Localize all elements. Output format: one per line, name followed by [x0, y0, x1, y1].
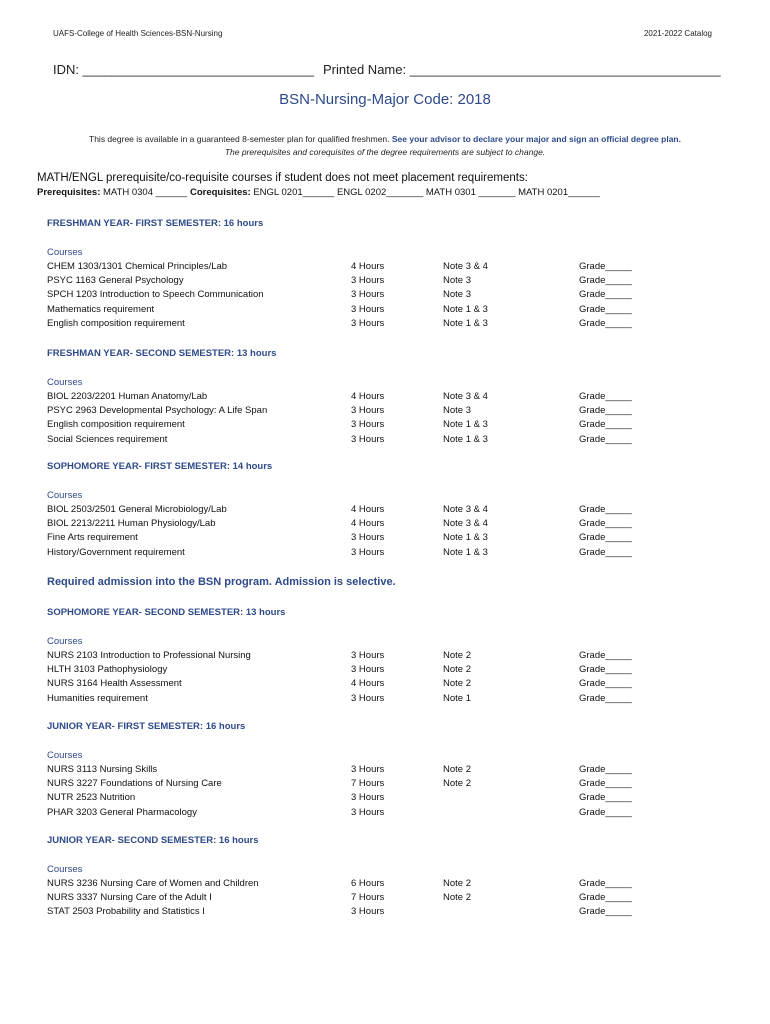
courses-label: Courses: [47, 377, 83, 388]
course-grade: Grade_____: [579, 433, 632, 445]
course-note: Note 3 & 4: [443, 518, 488, 530]
course-row: [0, 275, 770, 289]
prereq-label: Prerequisites:: [37, 187, 101, 198]
course-hours: 3 Hours: [351, 692, 385, 704]
courses-label: Courses: [47, 490, 83, 501]
course-row: [0, 405, 770, 419]
course-hours: 3 Hours: [351, 303, 385, 315]
course-row: [0, 764, 770, 778]
course-note: Note 2: [443, 678, 471, 690]
coreq-value: ENGL 0201______ ENGL 0202_______ MATH 0301 _______ MATH 0201______: [250, 187, 600, 198]
course-note: Note 3 & 4: [443, 504, 488, 515]
course-row: [0, 391, 770, 405]
course-note: Note 1: [443, 692, 471, 704]
printed-name-field: Printed Name: ___________________________________________: [323, 62, 721, 77]
intro-line-1: [0, 134, 770, 144]
course-note: Note 3 & 4: [443, 261, 488, 272]
course-row: [0, 878, 770, 892]
course-row: [0, 547, 770, 561]
course-note: Note 1 & 3: [443, 317, 488, 329]
course-name: NURS 3113 Nursing Skills: [47, 764, 158, 775]
course-grade: Grade_____: [579, 532, 632, 544]
course-grade: Grade_____: [579, 261, 632, 272]
course-name: NURS 3236 Nursing Care of Women and Children: [47, 878, 259, 889]
course-grade: Grade_____: [579, 275, 632, 287]
prereq-line: [37, 187, 600, 198]
course-name: STAT 2503 Probability and Statistics I: [47, 906, 205, 918]
course-grade: Grade_____: [579, 317, 632, 329]
course-hours: 3 Hours: [351, 792, 385, 804]
course-name: HLTH 3103 Pathophysiology: [47, 664, 168, 676]
course-row: [0, 892, 770, 906]
course-hours: 4 Hours: [351, 261, 385, 272]
course-row: [0, 906, 770, 920]
courses-label: Courses: [47, 864, 83, 875]
course-grade: Grade_____: [579, 518, 632, 530]
header-catalog-year: 2021-2022 Catalog: [643, 29, 712, 38]
course-grade: Grade_____: [579, 664, 632, 676]
course-hours: 7 Hours: [351, 778, 385, 790]
course-hours: 3 Hours: [351, 906, 385, 918]
course-grade: Grade_____: [579, 678, 632, 690]
course-name: NURS 3227 Foundations of Nursing Care: [47, 778, 222, 790]
course-row: [0, 792, 770, 806]
course-hours: 7 Hours: [351, 892, 385, 904]
course-grade: Grade_____: [579, 692, 632, 704]
course-grade: Grade_____: [579, 650, 632, 661]
course-name: History/Government requirement: [47, 546, 185, 558]
course-name: CHEM 1303/1301 Chemical Principles/Lab: [47, 261, 228, 272]
course-name: PHAR 3203 General Pharmacology: [47, 806, 197, 818]
course-hours: 3 Hours: [351, 764, 385, 775]
course-name: English composition requirement: [47, 419, 185, 431]
page-title: BSN-Nursing-Major Code: 2018: [279, 91, 491, 108]
course-name: BIOL 2213/2211 Human Physiology/Lab: [47, 518, 216, 530]
course-grade: Grade_____: [579, 764, 632, 775]
course-row: [0, 504, 770, 518]
course-note: Note 2: [443, 650, 471, 661]
course-note: Note 2: [443, 892, 471, 904]
course-grade: Grade_____: [579, 878, 632, 889]
course-name: SPCH 1203 Introduction to Speech Communication: [47, 289, 264, 301]
intro-line-2: The prerequisites and corequisites of the degree requirements are subject to change.: [224, 147, 546, 157]
course-hours: 3 Hours: [351, 275, 385, 287]
admission-note: Required admission into the BSN program. Admission is selective.: [47, 576, 396, 588]
course-row: [0, 419, 770, 433]
course-grade: Grade_____: [579, 391, 632, 402]
courses-label: Courses: [47, 636, 83, 647]
course-hours: 3 Hours: [351, 317, 385, 329]
course-row: [0, 434, 770, 448]
idn-field: IDN: ________________________________: [53, 62, 314, 77]
course-hours: 3 Hours: [351, 405, 385, 417]
course-row: [0, 304, 770, 318]
course-grade: Grade_____: [579, 778, 632, 790]
course-note: Note 1 & 3: [443, 546, 488, 558]
course-note: Note 1 & 3: [443, 419, 488, 431]
courses-label: Courses: [47, 247, 83, 258]
course-row: [0, 664, 770, 678]
course-grade: Grade_____: [579, 546, 632, 558]
course-grade: Grade_____: [579, 303, 632, 315]
course-grade: Grade_____: [579, 892, 632, 904]
course-grade: Grade_____: [579, 289, 632, 301]
course-hours: 6 Hours: [351, 878, 385, 889]
course-row: [0, 532, 770, 546]
math-engl-heading: MATH/ENGL prerequisite/co-requisite courses if student does not meet placement requirements:: [37, 172, 528, 184]
course-row: [0, 261, 770, 275]
semester-heading: JUNIOR YEAR- SECOND SEMESTER: 16 hours: [47, 835, 259, 846]
course-name: NURS 3337 Nursing Care of the Adult I: [47, 892, 212, 904]
course-row: [0, 693, 770, 707]
course-name: English composition requirement: [47, 317, 185, 329]
semester-heading: SOPHOMORE YEAR- FIRST SEMESTER: 14 hours: [47, 461, 273, 472]
course-row: [0, 678, 770, 692]
course-note: Note 2: [443, 664, 471, 676]
course-note: Note 2: [443, 778, 471, 790]
course-row: [0, 518, 770, 532]
course-hours: 3 Hours: [351, 289, 385, 301]
course-name: PSYC 1163 General Psychology: [47, 275, 184, 287]
course-row: [0, 289, 770, 303]
course-hours: 3 Hours: [351, 433, 385, 445]
course-hours: 4 Hours: [351, 518, 385, 530]
course-grade: Grade_____: [579, 419, 632, 431]
course-name: Humanities requirement: [47, 692, 148, 704]
course-name: BIOL 2203/2201 Human Anatomy/Lab: [47, 391, 208, 402]
course-grade: Grade_____: [579, 504, 632, 515]
course-hours: 4 Hours: [351, 391, 385, 402]
intro-advisor-text: See your advisor to declare your major and sign an official degree plan.: [391, 134, 681, 144]
course-row: [0, 318, 770, 332]
intro-plain-text: This degree is available in a guaranteed 8-semester plan for qualified freshmen.: [89, 134, 392, 144]
course-name: NURS 3164 Health Assessment: [47, 678, 182, 690]
course-hours: 4 Hours: [351, 678, 385, 690]
semester-heading: SOPHOMORE YEAR- SECOND SEMESTER: 13 hours: [47, 607, 286, 618]
course-name: PSYC 2963 Developmental Psychology: A Life Span: [47, 405, 268, 417]
semester-heading: JUNIOR YEAR- FIRST SEMESTER: 16 hours: [47, 721, 246, 732]
course-hours: 4 Hours: [351, 504, 385, 515]
course-note: Note 1 & 3: [443, 303, 488, 315]
course-name: Fine Arts requirement: [47, 532, 138, 544]
course-note: Note 1 & 3: [443, 532, 488, 544]
course-note: Note 3: [443, 289, 471, 301]
semester-heading: FRESHMAN YEAR- SECOND SEMESTER: 13 hours: [47, 348, 277, 359]
course-name: NURS 2103 Introduction to Professional Nursing: [47, 650, 251, 661]
course-hours: 3 Hours: [351, 650, 385, 661]
course-grade: Grade_____: [579, 806, 632, 818]
course-note: Note 3 & 4: [443, 391, 488, 402]
semester-heading: FRESHMAN YEAR- FIRST SEMESTER: 16 hours: [47, 218, 264, 229]
course-row: [0, 807, 770, 821]
course-hours: 3 Hours: [351, 532, 385, 544]
course-name: Mathematics requirement: [47, 303, 155, 315]
course-name: NUTR 2523 Nutrition: [47, 792, 136, 804]
courses-label: Courses: [47, 750, 83, 761]
course-note: Note 2: [443, 878, 471, 889]
course-note: Note 1 & 3: [443, 433, 488, 445]
course-note: Note 3: [443, 275, 471, 287]
course-hours: 3 Hours: [351, 546, 385, 558]
course-hours: 3 Hours: [351, 806, 385, 818]
prereq-value: MATH 0304 ______: [100, 187, 190, 198]
course-hours: 3 Hours: [351, 664, 385, 676]
coreq-label: Corequisites:: [189, 187, 251, 198]
header-college: UAFS-College of Health Sciences-BSN-Nursing: [53, 29, 223, 38]
course-grade: Grade_____: [579, 906, 632, 918]
course-name: Social Sciences requirement: [47, 433, 168, 445]
course-name: BIOL 2503/2501 General Microbiology/Lab: [47, 504, 227, 515]
course-row: [0, 778, 770, 792]
course-hours: 3 Hours: [351, 419, 385, 431]
course-note: Note 2: [443, 764, 471, 775]
course-note: Note 3: [443, 405, 471, 417]
course-row: [0, 650, 770, 664]
course-grade: Grade_____: [579, 792, 632, 804]
course-grade: Grade_____: [579, 405, 632, 417]
